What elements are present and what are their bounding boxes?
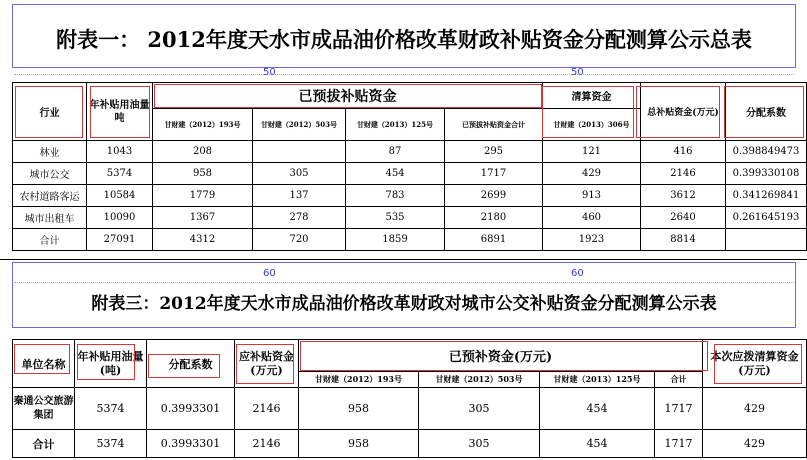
header-sub-125: 甘财建（2013）125号 <box>540 372 655 388</box>
cell-coef: 0.3993301 <box>147 430 235 458</box>
header-industry: 行业 <box>13 83 87 141</box>
header-settle-sub: 甘财建（2013）306号 <box>543 109 641 141</box>
cell-fuel: 27091 <box>87 229 153 251</box>
cell-193: 208 <box>153 141 253 163</box>
table-row-total <box>13 229 807 251</box>
header-due: 应补贴资金(万元) <box>235 340 299 388</box>
cell-193: 1779 <box>153 185 253 207</box>
cell-fuel: 5374 <box>75 430 147 458</box>
cell-total: 416 <box>641 141 726 163</box>
cell-coef: 0.341269841 <box>726 185 807 207</box>
cell-193: 958 <box>299 430 419 458</box>
cell-industry: 合计 <box>13 229 87 251</box>
cell-industry: 城市公交 <box>13 163 87 185</box>
ruler-marker: 50 <box>263 67 276 78</box>
ruler-marker: 60 <box>571 268 584 279</box>
cell-fuel: 10584 <box>87 185 153 207</box>
table-row <box>13 163 807 185</box>
cell-125: 454 <box>540 388 655 430</box>
cell-unit: 合计 <box>13 430 75 458</box>
header-unit: 单位名称 <box>13 340 75 388</box>
cell-125: 783 <box>346 185 445 207</box>
cell-503: 305 <box>419 388 540 430</box>
cell-total: 8814 <box>641 229 726 251</box>
cell-total: 3612 <box>641 185 726 207</box>
cell-industry: 林业 <box>13 141 87 163</box>
header-coef: 分配系数 <box>726 83 807 141</box>
cell-125: 454 <box>346 163 445 185</box>
cell-prepaid-total: 2180 <box>445 207 543 229</box>
table-row <box>13 185 807 207</box>
cell-fuel: 5374 <box>75 388 147 430</box>
header-sub-total: 合计 <box>655 372 703 388</box>
cell-industry: 城市出租车 <box>13 207 87 229</box>
header-fuel: 年补贴用油量吨 <box>87 83 153 141</box>
header-fuel: 年补贴用油量(吨) <box>75 340 147 388</box>
cell-coef: 0.3993301 <box>147 388 235 430</box>
cell-due: 2146 <box>235 430 299 458</box>
cell-503: 137 <box>253 185 346 207</box>
cell-settle: 429 <box>703 388 807 430</box>
header-sub-503: 甘财建（2012）503号 <box>253 109 346 141</box>
cell-503: 305 <box>253 163 346 185</box>
cell-settle: 1923 <box>543 229 641 251</box>
table1-title: 附表一： 2012年度天水市成品油价格改革财政补贴资金分配测算公示总表 <box>56 27 752 52</box>
header-settle: 本次应拨清算资金(万元) <box>703 340 807 388</box>
cell-coef <box>726 229 807 251</box>
cell-193: 4312 <box>153 229 253 251</box>
cell-503 <box>253 141 346 163</box>
cell-503: 305 <box>419 430 540 458</box>
cell-coef: 0.399330108 <box>726 163 807 185</box>
cell-settle: 121 <box>543 141 641 163</box>
cell-125: 87 <box>346 141 445 163</box>
cell-prepaid-total: 2699 <box>445 185 543 207</box>
cell-125: 454 <box>540 430 655 458</box>
cell-503: 720 <box>253 229 346 251</box>
cell-prepaid-total: 1717 <box>445 163 543 185</box>
cell-settle: 460 <box>543 207 641 229</box>
cell-prepaid-total: 295 <box>445 141 543 163</box>
cell-total: 2146 <box>641 163 726 185</box>
table3-title: 附表三：2012年度天水市成品油价格改革财政对城市公交补贴资金分配测算公示表 <box>91 294 717 314</box>
header-sub-503: 甘财建（2012）503号 <box>419 372 540 388</box>
cell-unit: 秦通公交旅游集团 <box>13 388 75 430</box>
header-prepaid-group: 已预补资金(万元) <box>299 340 703 372</box>
cell-193: 1367 <box>153 207 253 229</box>
cell-sub-total: 1717 <box>655 430 703 458</box>
cell-industry: 农村道路客运 <box>13 185 87 207</box>
cell-total: 2640 <box>641 207 726 229</box>
cell-coef: 0.261645193 <box>726 207 807 229</box>
table-row <box>13 207 807 229</box>
cell-fuel: 1043 <box>87 141 153 163</box>
table-row <box>13 141 807 163</box>
header-coef: 分配系数 <box>147 340 235 388</box>
header-total: 总补贴资金(万元) <box>641 83 726 141</box>
header-sub-193: 甘财建（2012）193号 <box>153 109 253 141</box>
header-prepaid-group: 已预拔补贴资金 <box>153 83 543 109</box>
header-sub-193: 甘财建（2012）193号 <box>299 372 419 388</box>
cell-settle: 429 <box>543 163 641 185</box>
cell-125: 535 <box>346 207 445 229</box>
cell-settle: 913 <box>543 185 641 207</box>
cell-due: 2146 <box>235 388 299 430</box>
cell-fuel: 10090 <box>87 207 153 229</box>
cell-fuel: 5374 <box>87 163 153 185</box>
ruler-marker: 60 <box>263 268 276 279</box>
table-row-total <box>13 430 807 458</box>
cell-193: 958 <box>299 388 419 430</box>
cell-503: 278 <box>253 207 346 229</box>
header-settle: 清算资金 <box>543 83 641 109</box>
cell-settle: 429 <box>703 430 807 458</box>
cell-prepaid-total: 6891 <box>445 229 543 251</box>
table-row <box>13 388 807 430</box>
cell-sub-total: 1717 <box>655 388 703 430</box>
cell-125: 1859 <box>346 229 445 251</box>
header-sub-125: 甘财建（2013）125号 <box>346 109 445 141</box>
cell-coef: 0.398849473 <box>726 141 807 163</box>
header-sub-prepaid-total: 已预拔补贴资金合计 <box>445 109 543 141</box>
ruler-marker: 50 <box>571 67 584 78</box>
cell-193: 958 <box>153 163 253 185</box>
